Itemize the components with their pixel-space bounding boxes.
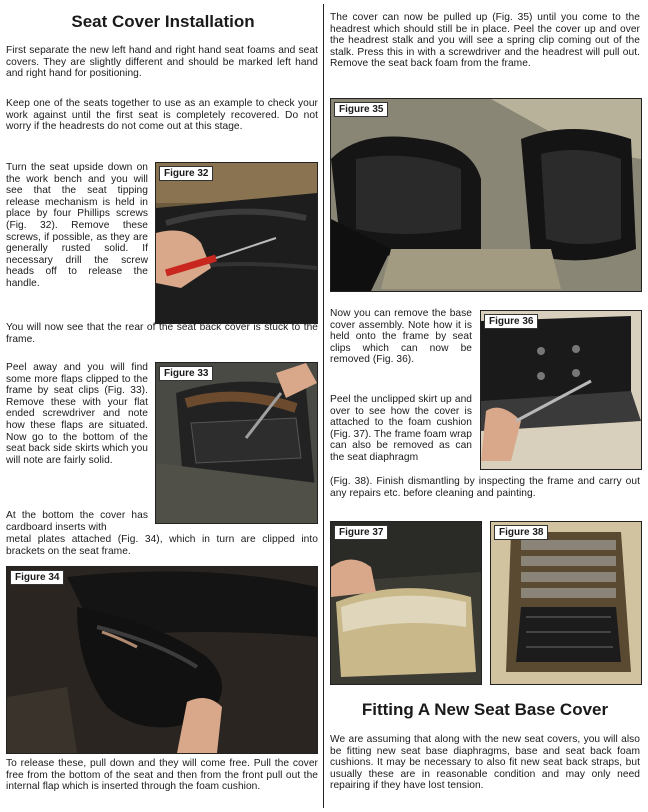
column-divider (323, 4, 324, 808)
figure-35-caption: Figure 35 (334, 102, 388, 117)
figure-32-photo (156, 163, 317, 323)
figure-34-photo (7, 567, 317, 753)
section-title-fitting: Fitting A New Seat Base Cover (361, 700, 609, 719)
paragraph-peel-skirt-b: (Fig. 38). Finish dismantling by inspecting the frame and carry out any repairs etc. before cleaning and painting. (330, 476, 640, 499)
figure-38-caption: Figure 38 (494, 525, 548, 540)
paragraph-bottom-cover-b: metal plates attached (Fig. 34), which in turn are clipped into brackets on the seat frame. (6, 534, 318, 557)
figure-33-photo (156, 363, 317, 523)
paragraph-assuming: We are assuming that along with the new seat covers, you will also be fitting new seat base diaphragms, base and seat back foam cushions. It may be necessary to also fit new seat back straps, but usually these are in reasonable condition and may only need repairing if they have lost tension. (330, 734, 640, 792)
figure-32 (155, 162, 318, 324)
figure-36 (480, 310, 642, 470)
figure-38-photo (491, 522, 641, 684)
paragraph-turn-seat: Turn the seat upside down on the work bench and you will see that the seat tipping release mechanism is held in place by four Phillips screws (Fig. 32). Remove these screws, if possible, as they are generally rusted solid. If necessary drill the screw heads off to release the handle. (6, 162, 148, 289)
figure-33 (155, 362, 318, 524)
paragraph-pull-up: The cover can now be pulled up (Fig. 35) until you come to the headrest which should still be in place. Peel the cover up and over the headrest stalk and you will see a spring clip coming out of the stalk. Press this in with a screwdriver and the headrest will pull out. Remove the seat back foam from the frame. (330, 12, 640, 70)
figure-36-caption: Figure 36 (484, 314, 538, 329)
paragraph-bottom-cover-a: At the bottom the cover has cardboard inserts with (6, 510, 148, 533)
figure-37-photo (331, 522, 481, 684)
figure-34 (6, 566, 318, 754)
paragraph-peel-skirt-a: Peel the unclipped skirt up and over to see how the cover is attached to the foam cushion (Fig. 37). The frame foam wrap can also be removed as can the seat diaphragm (330, 394, 472, 463)
figure-38 (490, 521, 642, 685)
figure-35-photo (331, 99, 641, 291)
paragraph-release: To release these, pull down and they will come free. Pull the cover free from the bottom of the seat and then from the front pull out the internal flap which is inserted through the foam cushion. (6, 758, 318, 793)
figure-33-caption: Figure 33 (159, 366, 213, 381)
figure-37-caption: Figure 37 (334, 525, 388, 540)
paragraph-separate: First separate the new left hand and right hand seat foams and seat covers. They are slightly different and should be marked left hand and right hand for positioning. (6, 45, 318, 80)
paragraph-keep-one: Keep one of the seats together to use as an example to check your work against until the first seat is completely recovered. Do not worry if the headrests do not come out at this stage. (6, 98, 318, 133)
figure-32-caption: Figure 32 (159, 166, 213, 181)
figure-34-caption: Figure 34 (10, 570, 64, 585)
paragraph-base-cover: Now you can remove the base cover assembly. Note how it is held onto the frame by seat clips which can now be removed (Fig. 36). (330, 308, 472, 366)
figure-35 (330, 98, 642, 292)
paragraph-peel-away: Peel away and you will find some more flaps clipped to the frame by seat clips (Fig. 33). Remove these with your flat ended screwdriver and note how these flaps are situated. Now go to the bottom of the seat back side skirts which you will note are fairly solid. (6, 362, 148, 466)
figure-36-photo (481, 311, 641, 469)
figure-37 (330, 521, 482, 685)
page-title: Seat Cover Installation (71, 12, 255, 31)
paragraph-rear-cover: You will now see that the rear of the seat back cover is stuck to the frame. (6, 322, 318, 345)
